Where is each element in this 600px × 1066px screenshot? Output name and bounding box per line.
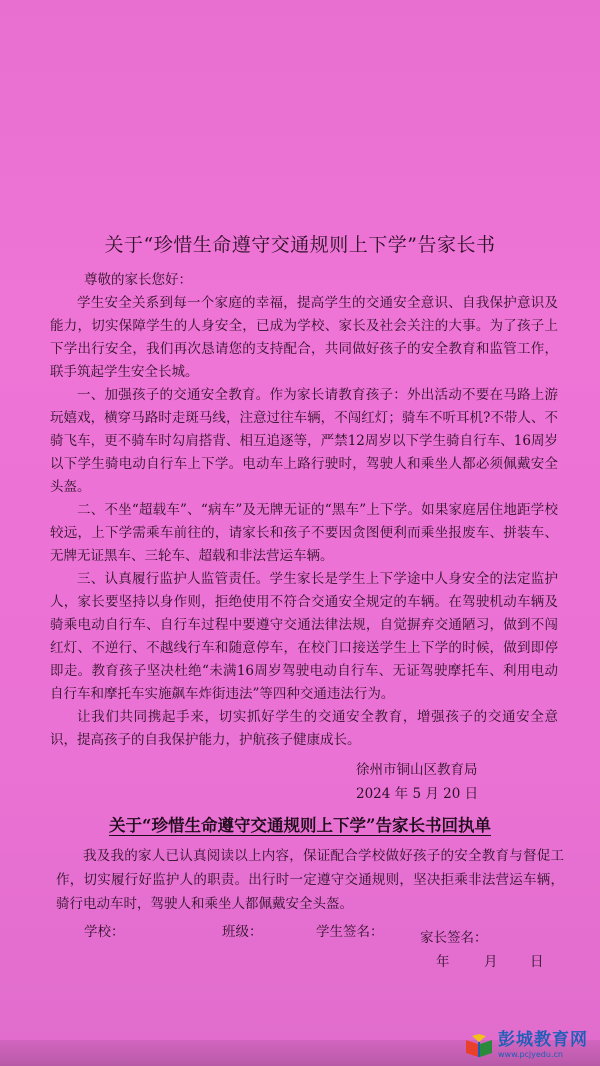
watermark-url: www.pcjyedu.cn [498,1050,563,1059]
receipt-body: 我及我的家人已认真阅读以上内容，保证配合学校做好孩子的安全教育与督促工作，切实履行好监护人的职责。出行时一定遵守交通规则，坚决拒乘非法营运车辆，骑行电动车时，驾驶人和乘坐人都佩戴安全头盔。 [56,848,564,912]
day-label: 日 [530,954,544,970]
school-label: 学校： [84,924,125,940]
paragraph-intro: 学生安全关系到每一个家庭的幸福，提高学生的交通安全意识、自我保护意识及能力，切实保障学生的人身安全，已成为学校、家长及社会关注的大事。为了孩子上下学出行安全，我们再次恳请您的支持配合，共同做好孩子的安全教育和监管工作，联手筑起学生安全长城。 [50,295,558,380]
year-label: 年 [436,954,450,970]
greeting: 尊敬的家长您好： [84,272,192,288]
class-label: 班级： [222,924,263,940]
paragraph-point-3: 三、认真履行监护人监管责任。学生家长是学生上下学途中人身安全的法定监护人，家长要坚持以身作则，拒绝使用不符合交通安全规定的车辆。在驾驶机动车辆及骑乘电动自行车、自行车过程中要遵守交通法律法规，自觉摒弃交通陋习，做到不闯红灯、不逆行、不越线行车和随意停车，在校门口接送学生上下学的时候，做到即停即走。教育孩子坚决杜绝“未满16周岁驾驶电动自行车、无证驾驶摩托车、利用电动自行车和摩托车实施飙车炸街违法”等四种交通违法行为。 [50,571,558,702]
letter-body [50,292,558,752]
receipt-title-text: 关于“珍惜生命遵守交通规则上下学”告家长书回执单 [109,816,491,835]
paragraph-closing: 让我们共同携起手来，切实抓好学生的交通安全教育，增强孩子的交通安全意识，提高孩子的自我保护能力，护航孩子健康成长。 [50,709,558,748]
receipt-title [0,812,600,836]
watermark-name: 彭城教育网 [498,1030,588,1050]
student-signature-label: 学生签名： [316,924,384,940]
parent-signature-label: 家长签名： [420,930,488,946]
paragraph-point-2: 二、不坐“超载车”、“病车”及无牌无证的“黑车”上下学。如果家庭居住地距学校较远，上下学需乘车前往的，请家长和孩子不要因贪图便利而乘坐报废车、拼装车、无牌无证黑车、三轮车、超载和非法营运车辆。 [50,502,558,564]
signature-organization: 徐州市铜山区教育局 [356,762,478,778]
signature-date: 2024 年 5 月 20 日 [356,786,479,802]
month-label: 月 [484,954,498,970]
document-title: 关于“珍惜生命遵守交通规则上下学”告家长书 [104,234,496,256]
site-watermark [464,1031,588,1060]
paragraph-point-1: 一、加强孩子的交通安全教育。作为家长请教育孩子：外出活动不要在马路上游玩嬉戏，横穿马路时走斑马线，注意过往车辆，不闯红灯；骑车不听耳机?不带人、不骑飞车，更不骑车时勾肩搭背、相互追逐等，严禁12周岁以下学生骑自行车、16周岁以下学生骑电动自行车上下学。电动车上路行驶时，驾驶人和乘坐人都必须佩戴安全头盔。 [50,387,558,495]
book-logo-icon [464,1034,494,1058]
